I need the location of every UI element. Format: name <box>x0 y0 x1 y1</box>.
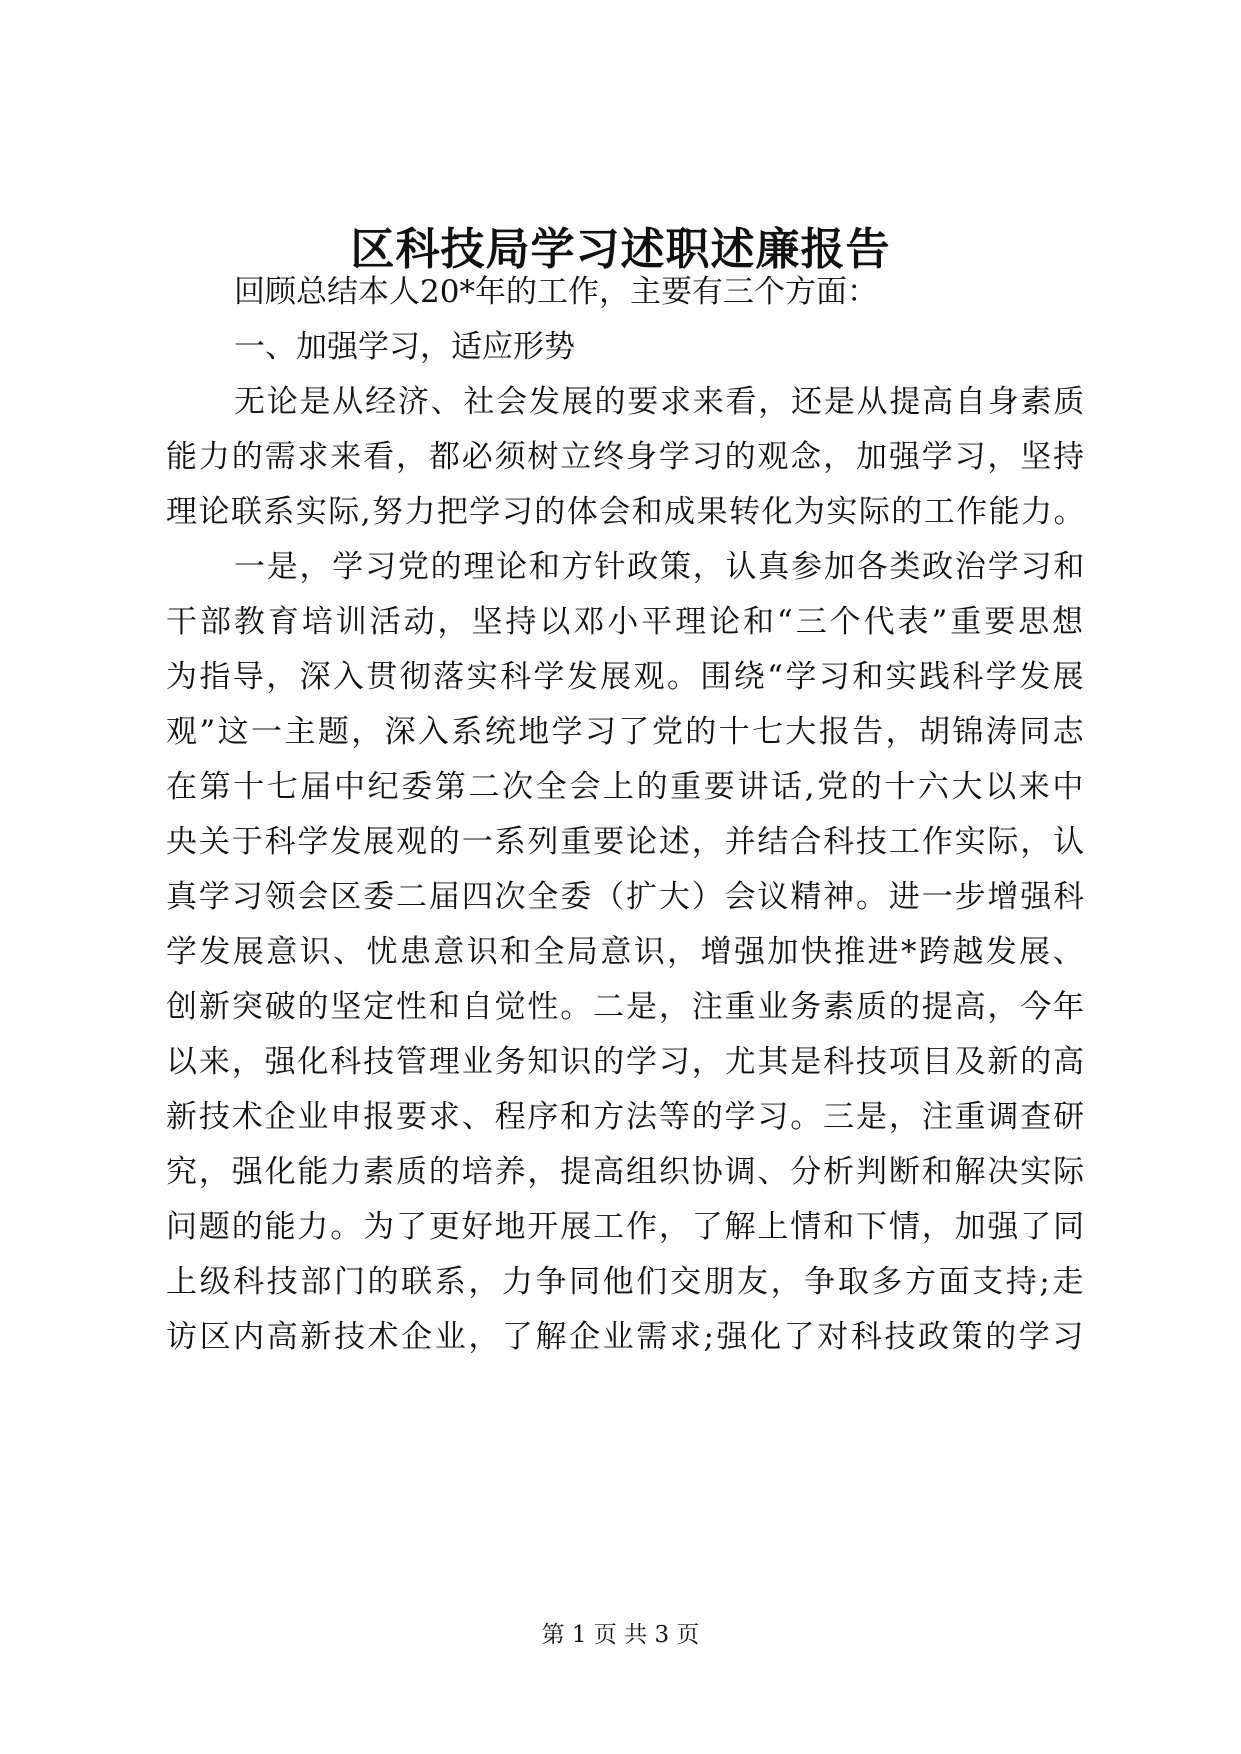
text-line: 问题的能力。为了更好地开展工作，了解上情和下情，加强了同 <box>166 1209 1086 1245</box>
page-number-footer: 第 1 页 共 3 页 <box>541 1622 700 1648</box>
text-line: 以来，强化科技管理业务知识的学习，尤其是科技项目及新的高 <box>166 1044 1086 1080</box>
text-line: 新技术企业申报要求、程序和方法等的学习。三是，注重调查研 <box>166 1099 1086 1135</box>
text-line: 上级科技部门的联系，力争同他们交朋友，争取多方面支持;走 <box>166 1264 1086 1300</box>
text-line: 为指导，深入贯彻落实科学发展观。围绕“学习和实践科学发展 <box>166 659 1086 695</box>
text-line: 无论是从经济、社会发展的要求来看，还是从提高自身素质 <box>234 384 1086 420</box>
text-line: 在第十七届中纪委第二次全会上的重要讲话,党的十六大以来中 <box>166 769 1086 805</box>
text-line: 干部教育培训活动，坚持以邓小平理论和“三个代表”重要思想 <box>166 604 1086 640</box>
text-line: 回顾总结本人20*年的工作，主要有三个方面： <box>234 274 878 310</box>
text-line: 创新突破的坚定性和自觉性。二是，注重业务素质的提高，今年 <box>166 989 1086 1025</box>
text-line: 能力的需求来看，都必须树立终身学习的观念，加强学习，坚持 <box>166 439 1086 475</box>
document-title: 区科技局学习述职述廉报告 <box>350 224 891 275</box>
text-line: 观”这一主题，深入系统地学习了党的十七大报告，胡锦涛同志 <box>166 714 1086 750</box>
text-line: 一是，学习党的理论和方针政策，认真参加各类政治学习和 <box>234 549 1086 585</box>
text-line: 真学习领会区委二届四次全委（扩大）会议精神。进一步增强科 <box>166 879 1086 915</box>
text-line: 理论联系实际,努力把学习的体会和成果转化为实际的工作能力。 <box>166 494 1086 530</box>
text-line: 访区内高新技术企业，了解企业需求;强化了对科技政策的学习 <box>166 1319 1086 1355</box>
text-line: 究，强化能力素质的培养，提高组织协调、分析判断和解决实际 <box>166 1154 1086 1190</box>
text-line: 学发展意识、忧患意识和全局意识，增强加快推进*跨越发展、 <box>166 934 1086 970</box>
section-heading: 一、加强学习，适应形势 <box>234 329 575 365</box>
text-line: 央关于科学发展观的一系列重要论述，并结合科技工作实际，认 <box>166 824 1086 860</box>
